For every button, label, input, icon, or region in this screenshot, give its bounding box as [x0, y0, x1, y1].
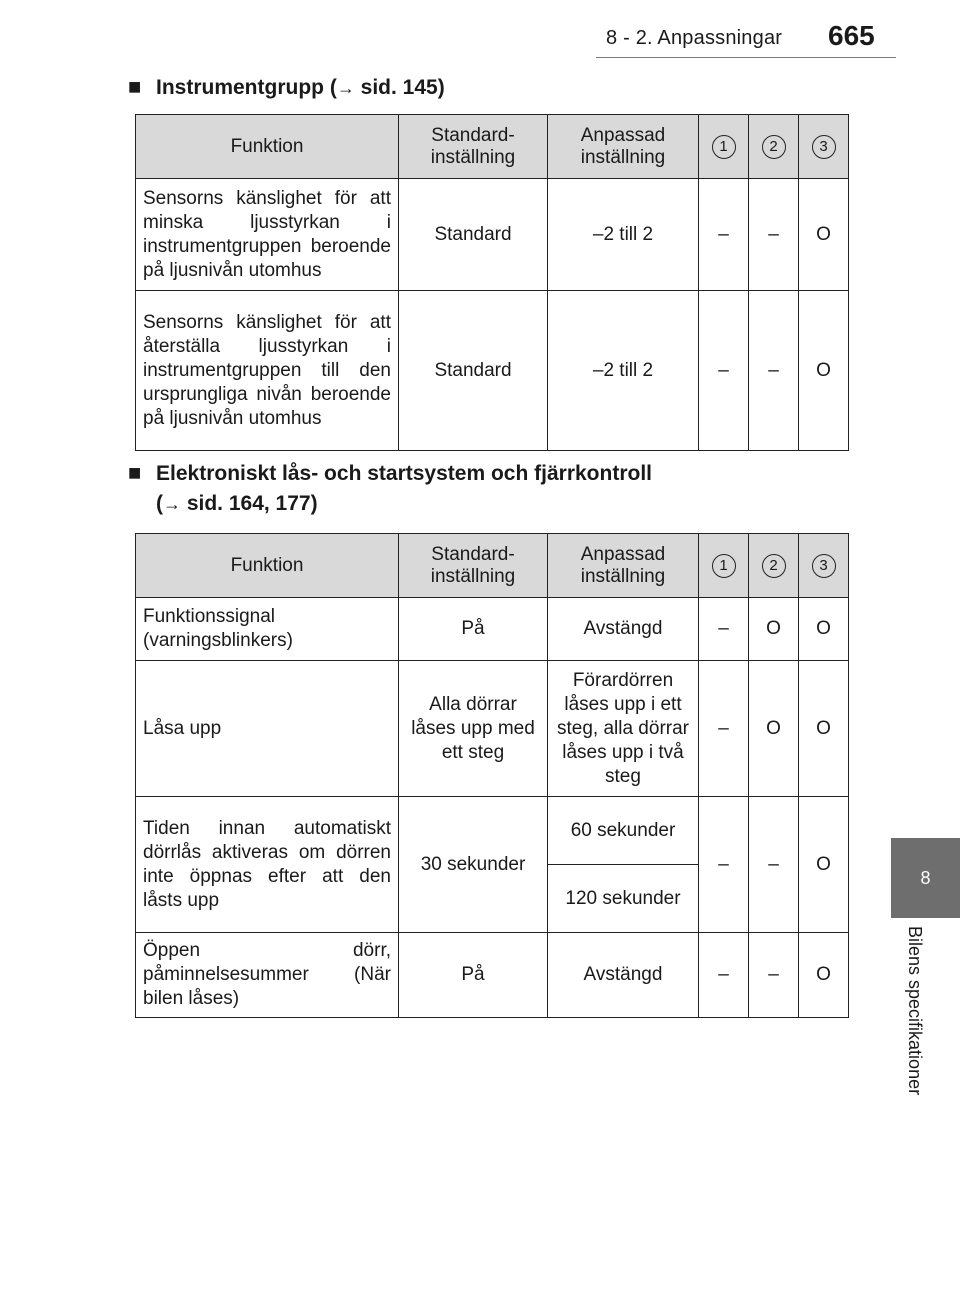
- row-col-1: –: [699, 933, 749, 1018]
- row-standard: 30 sekunder: [399, 797, 548, 933]
- header-section-title: 8 - 2. Anpassningar: [606, 27, 783, 49]
- section-heading-elektroniskt-las: [128, 458, 652, 519]
- row-col-3: O: [799, 661, 849, 797]
- row-anpassad: Förardörren låses upp i ett steg, alla dörrar låses upp i två steg: [548, 661, 699, 797]
- circled-2-icon: 2: [762, 135, 786, 159]
- row-col-2: –: [749, 291, 799, 451]
- row-col-2: O: [749, 598, 799, 661]
- header-standard: Standard- inställning: [399, 534, 548, 598]
- chapter-tab: [891, 838, 960, 918]
- row-col-3: O: [799, 797, 849, 933]
- header-col-2: [749, 115, 799, 179]
- row-col-3: O: [799, 179, 849, 291]
- header-funktion: Funktion: [136, 115, 399, 179]
- header-funktion: Funktion: [136, 534, 399, 598]
- section-title-line2: [128, 489, 652, 519]
- table-row: [136, 661, 849, 797]
- instrumentgrupp-table: [135, 114, 849, 451]
- header-col-1: [699, 534, 749, 598]
- table-row: [136, 291, 849, 451]
- row-anpassad: Avstängd: [548, 933, 699, 1018]
- row-funktion: Funktionssignal (varningsblinkers): [136, 598, 399, 661]
- paren-open: (: [156, 492, 163, 515]
- chapter-number: 8: [920, 867, 931, 888]
- elektroniskt-las-table: [135, 533, 849, 1018]
- row-col-1: –: [699, 661, 749, 797]
- row-anpassad: –2 till 2: [548, 179, 699, 291]
- row-standard: Alla dörrar låses upp med ett steg: [399, 661, 548, 797]
- circled-1-icon: 1: [712, 554, 736, 578]
- row-standard: På: [399, 598, 548, 661]
- table-row: [136, 797, 849, 865]
- row-col-1: –: [699, 179, 749, 291]
- section-title: Instrumentgrupp (: [156, 76, 337, 99]
- page-reference: sid. 145): [354, 76, 445, 99]
- row-col-2: –: [749, 933, 799, 1018]
- row-standard: Standard: [399, 179, 548, 291]
- row-funktion: Låsa upp: [136, 661, 399, 797]
- circled-3-icon: 3: [812, 554, 836, 578]
- row-anpassad: –2 till 2: [548, 291, 699, 451]
- header-anpassad: Anpassad inställning: [548, 534, 699, 598]
- header-standard: Standard- inställning: [399, 115, 548, 179]
- header-anpassad: Anpassad inställning: [548, 115, 699, 179]
- row-standard: Standard: [399, 291, 548, 451]
- circled-2-icon: 2: [762, 554, 786, 578]
- table-row: [136, 179, 849, 291]
- arrow-right-icon: →: [336, 78, 355, 98]
- square-bullet-icon: ■: [128, 460, 142, 485]
- header-col-2: [749, 534, 799, 598]
- arrow-right-icon: →: [163, 494, 181, 514]
- page-number: 665: [828, 20, 875, 51]
- row-funktion: Öppen dörr, påminnelsesummer (När bilen låses): [136, 933, 399, 1018]
- circled-3-icon: 3: [812, 135, 836, 159]
- row-funktion: Tiden innan automatiskt dörrlås aktiveras om dörren inte öppnas efter att den låsts upp: [136, 797, 399, 933]
- table-row: [136, 598, 849, 661]
- row-col-1: –: [699, 598, 749, 661]
- section-heading-instrumentgrupp: [128, 72, 445, 103]
- row-col-3: O: [799, 598, 849, 661]
- row-anpassad-option-b: 120 sekunder: [548, 865, 699, 933]
- row-col-3: O: [799, 933, 849, 1018]
- table-header-row: [136, 115, 849, 179]
- header-rule: [596, 57, 896, 58]
- header-col-3: [799, 115, 849, 179]
- header-col-1: [699, 115, 749, 179]
- table-row: [136, 933, 849, 1018]
- row-col-1: –: [699, 291, 749, 451]
- row-funktion: Sensorns känslighet för att minska ljusstyrkan i instrumentgruppen beroende på ljusnivån utomhus: [136, 179, 399, 291]
- page-reference: sid. 164, 177): [181, 492, 318, 515]
- row-col-2: –: [749, 797, 799, 933]
- row-anpassad-option-a: 60 sekunder: [548, 797, 699, 865]
- square-bullet-icon: ■: [128, 74, 142, 99]
- row-col-2: –: [749, 179, 799, 291]
- row-funktion: Sensorns känslighet för att återställa ljusstyrkan i instrumentgruppen till den ursprungliga nivån beroende på ljusnivån utomhus: [136, 291, 399, 451]
- chapter-title: Bilens specifikationer: [905, 926, 925, 1096]
- header-col-3: [799, 534, 849, 598]
- row-standard: På: [399, 933, 548, 1018]
- section-title-line1: [128, 458, 652, 489]
- section-title: Elektroniskt lås- och startsystem och fjärrkontroll: [156, 462, 652, 485]
- row-col-3: O: [799, 291, 849, 451]
- row-col-1: –: [699, 797, 749, 933]
- circled-1-icon: 1: [712, 135, 736, 159]
- table-header-row: [136, 534, 849, 598]
- row-col-2: O: [749, 661, 799, 797]
- row-anpassad: Avstängd: [548, 598, 699, 661]
